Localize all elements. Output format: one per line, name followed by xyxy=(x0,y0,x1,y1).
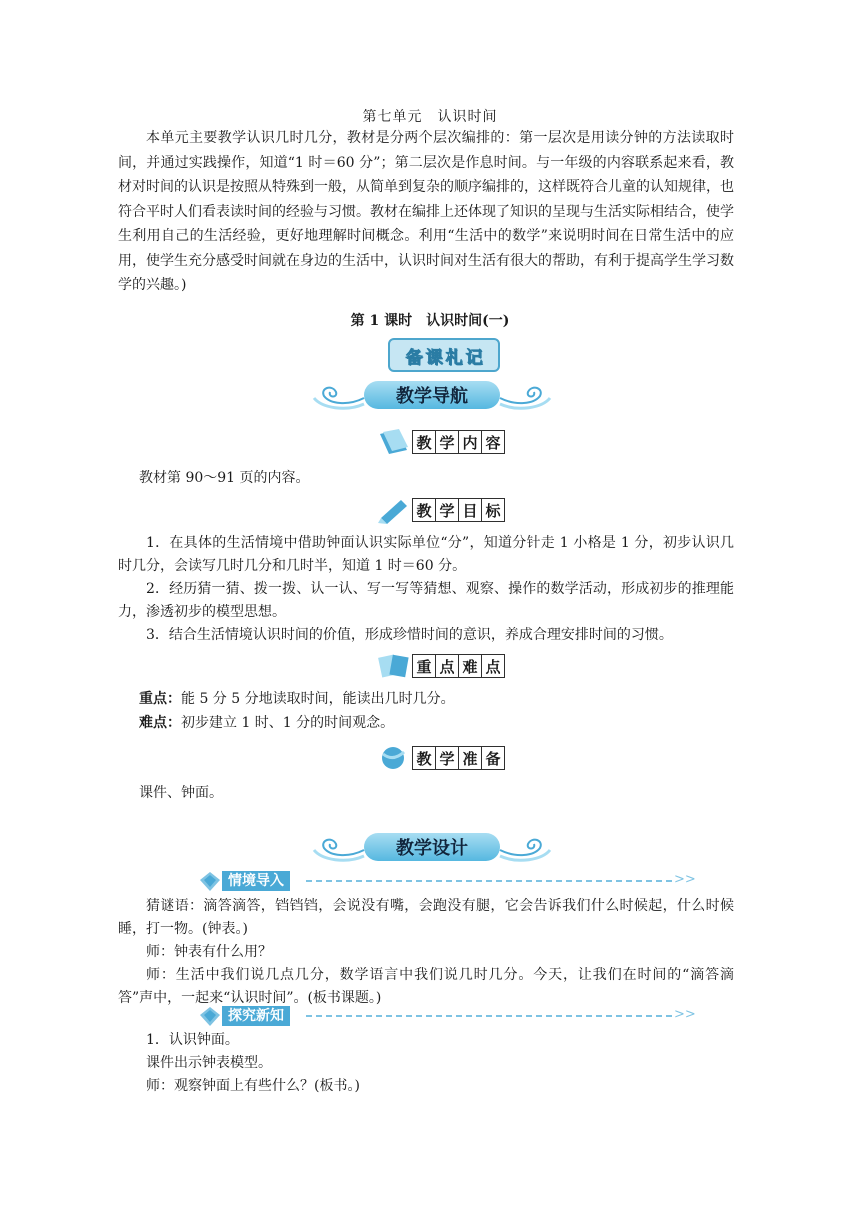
header-char: 重 xyxy=(412,654,436,678)
dashed-divider xyxy=(306,1015,672,1017)
arrow-icon: >> xyxy=(674,1007,696,1022)
header-char: 准 xyxy=(458,746,482,770)
key-text: 能 5 分 5 分地读取时间，能读出几时几分。 xyxy=(181,691,455,707)
lesson-notes-stamp xyxy=(388,338,500,372)
intro-paragraph: 师：钟表有什么用？ xyxy=(146,944,272,960)
banner-label: 教学设计 xyxy=(364,833,500,861)
teaching-design-banner xyxy=(312,830,552,866)
header-char: 标 xyxy=(481,498,505,522)
header-char: 目 xyxy=(458,498,482,522)
cards-icon xyxy=(377,652,411,680)
header-char: 教 xyxy=(412,430,436,454)
header-char: 点 xyxy=(435,654,459,678)
pencil-icon xyxy=(377,496,411,524)
book-icon xyxy=(377,428,411,456)
intro-paragraph: 师：生活中我们说几点几分，数学语言中我们说几时几分。今天，让我们在时间的“滴答滴答”声中，一起来“认识时间”。(板书课题。) xyxy=(118,967,734,1006)
key-point xyxy=(139,688,455,710)
tag-label: 探究新知 xyxy=(222,1006,290,1026)
header-char: 备 xyxy=(481,746,505,770)
difficult-label: 难点： xyxy=(139,715,181,731)
gem-icon xyxy=(198,1005,222,1027)
explore-paragraph: 1．认识钟面。 xyxy=(146,1032,239,1048)
header-char: 学 xyxy=(435,746,459,770)
goal-item: 3．结合生活情境认识时间的价值，形成珍惜时间的意识，养成合理安排时间的习惯。 xyxy=(146,627,673,643)
header-char: 内 xyxy=(458,430,482,454)
dashed-divider xyxy=(306,880,672,882)
goals-list xyxy=(118,532,734,647)
explore-paragraph: 师：观察钟面上有些什么？(板书。) xyxy=(146,1078,360,1094)
content-text: 教材第 90～91 页的内容。 xyxy=(139,470,310,486)
intro-tag xyxy=(198,870,698,892)
globe-icon xyxy=(377,744,411,772)
header-char: 学 xyxy=(435,498,459,522)
stamp-char: 备 xyxy=(405,347,423,368)
explore-section xyxy=(118,1029,734,1098)
gem-icon xyxy=(198,870,222,892)
unit-intro xyxy=(118,126,734,298)
header-char: 难 xyxy=(458,654,482,678)
key-label: 重点： xyxy=(139,691,181,707)
banner-label: 教学导航 xyxy=(364,381,500,409)
difficult-text: 初步建立 1 时、1 分的时间观念。 xyxy=(181,715,395,731)
goal-item: 1．在具体的生活情境中借助钟面认识实际单位“分”，知道分针走 1 小格是 1 分，初步认识几时几分，会读写几时几分和几时半，知道 1 时＝60 分。 xyxy=(118,535,734,574)
intro-paragraph: 猜谜语：滴答滴答，铛铛铛，会说没有嘴，会跑没有腿，它会告诉我们什么时候起，什么时候睡，打一物。(钟表。) xyxy=(118,898,734,937)
difficult-point xyxy=(139,712,394,734)
header-char: 容 xyxy=(481,430,505,454)
prep-text: 课件、钟面。 xyxy=(139,785,223,801)
stamp-char: 记 xyxy=(465,347,483,368)
unit-intro-text: 本单元主要教学认识几时几分，教材是分两个层次编排的：第一层次是用读分钟的方法读取时间，并通过实践操作，知道“1 时＝60 分”；第二层次是作息时间。与一年级的内容联系起来看，教材对时间的认识是按照从特殊到一般，从简单到复杂的顺序编排的，这样既符合儿童的认知规律，也符合平时人们看表读时间的经验与习惯。教材在编排上还体现了知识的呈现与生活实际相结合，使学生利用自己的生活经验，更好地理解时间概念。利用“生活中的数学”来说明时间在日常生活中的应用，使学生充分感受时间就在身边的生活中，认识时间对生活有很大的帮助，有利于提高学生学习数学的兴趣。) xyxy=(118,130,734,293)
goal-item: 2．经历猜一猜、拨一拨、认一认、写一写等猜想、观察、操作的数学活动，形成初步的推理能力，渗透初步的模型思想。 xyxy=(118,581,734,620)
header-char: 学 xyxy=(435,430,459,454)
tag-label: 情境导入 xyxy=(222,871,290,891)
stamp-char: 札 xyxy=(445,347,463,368)
unit-title: 第七单元 认识时间 xyxy=(362,109,498,125)
intro-section xyxy=(118,895,734,1010)
header-char: 教 xyxy=(412,498,436,522)
teaching-navigation-banner xyxy=(312,378,552,414)
header-char: 点 xyxy=(481,654,505,678)
explore-paragraph: 课件出示钟表模型。 xyxy=(146,1055,272,1071)
header-char: 教 xyxy=(412,746,436,770)
stamp-char: 课 xyxy=(425,347,443,368)
arrow-icon: >> xyxy=(674,872,696,887)
explore-tag xyxy=(198,1005,698,1027)
lesson-title: 第 1 课时 认识时间(一) xyxy=(350,313,510,329)
